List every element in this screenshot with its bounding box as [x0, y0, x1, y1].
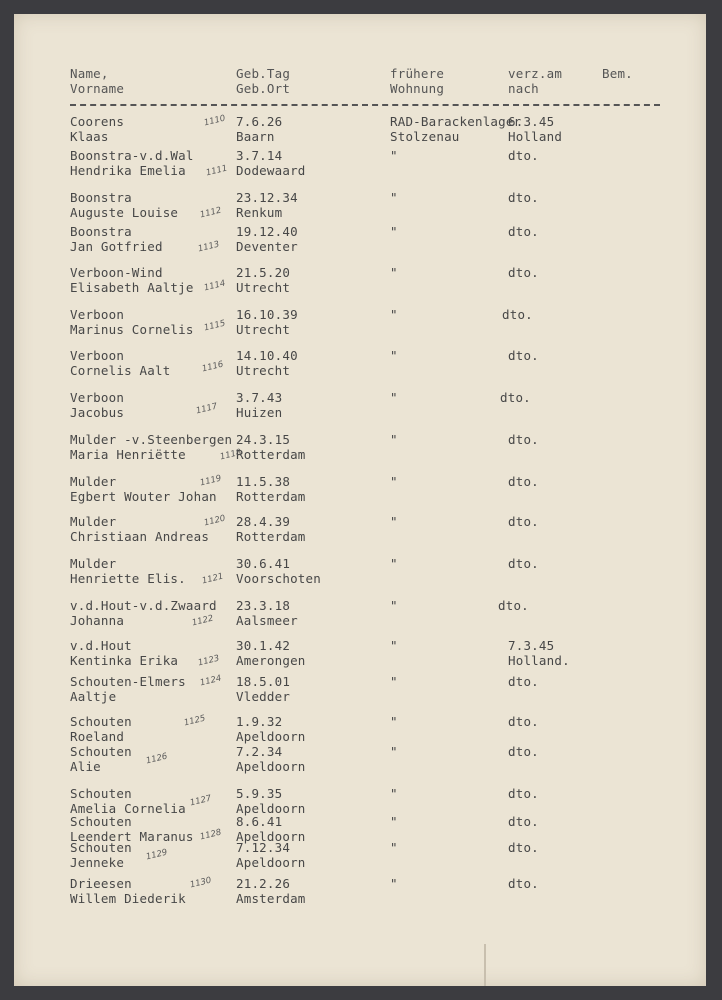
person-name-line1: Schouten-Elmers [70, 674, 186, 689]
moved-info-line2: Holland [508, 129, 563, 144]
handwritten-number: 1128 [199, 827, 223, 843]
moved-info [508, 638, 570, 668]
moved-info-line1: dto. [508, 432, 539, 447]
previous-residence [390, 876, 398, 906]
previous-residence [390, 348, 398, 378]
header-bem [602, 66, 633, 81]
list-item [14, 514, 706, 548]
handwritten-number: 1126 [145, 751, 169, 767]
person-name [70, 190, 178, 220]
person-name-line1: Drieesen [70, 876, 132, 891]
person-name [70, 876, 186, 906]
list-item [14, 474, 706, 508]
person-name [70, 148, 194, 178]
moved-info-line1: dto. [508, 474, 539, 489]
previous-residence-line1: RAD-Barackenlager [390, 114, 522, 129]
person-name-line1: Schouten [70, 814, 132, 829]
moved-info-line1: dto. [508, 674, 539, 689]
moved-info-line2 [508, 571, 539, 586]
previous-residence-line1: " [390, 714, 398, 729]
birth-info-line1: 19.12.40 [236, 224, 298, 239]
list-item [14, 432, 706, 466]
previous-residence-line2 [390, 729, 398, 744]
moved-info [508, 876, 539, 906]
moved-info [508, 224, 539, 254]
person-name-line2: Henriette Elis. [70, 571, 186, 586]
moved-info-line2 [508, 489, 539, 504]
previous-residence-line1: " [390, 348, 398, 363]
header-geb-line1: Geb.Tag [236, 66, 291, 81]
birth-info-line1: 3.7.14 [236, 148, 283, 163]
moved-info-line1: dto. [508, 348, 539, 363]
list-item [14, 840, 706, 874]
moved-info-line1: dto. [498, 598, 529, 613]
person-name-line1: Boonstra [70, 190, 132, 205]
previous-residence-line1: " [390, 598, 398, 613]
handwritten-number: 1120 [203, 513, 227, 529]
person-name [70, 674, 186, 704]
previous-residence-line1: " [390, 474, 398, 489]
person-name [70, 840, 132, 870]
person-name-line1: Verboon-Wind [70, 265, 163, 280]
header-name-line1: Name, [70, 66, 109, 81]
person-name-line2: Elisabeth Aaltje [70, 280, 194, 295]
birth-info [236, 598, 298, 628]
previous-residence [390, 514, 398, 544]
previous-residence-line2 [390, 489, 398, 504]
birth-info-line2: Huizen [236, 405, 283, 420]
birth-info-line1: 21.5.20 [236, 265, 291, 280]
moved-info [508, 432, 539, 462]
handwritten-number: 1113 [197, 239, 221, 255]
birth-info-line2: Baarn [236, 129, 275, 144]
previous-residence-line1: " [390, 224, 398, 239]
handwritten-number: 1124 [199, 673, 223, 689]
birth-info-line1: 7.6.26 [236, 114, 283, 129]
person-name [70, 474, 217, 504]
previous-residence-line2 [390, 529, 398, 544]
birth-info-line1: 7.12.34 [236, 840, 291, 855]
person-name [70, 556, 186, 586]
previous-residence-line1: " [390, 744, 398, 759]
moved-info [508, 474, 539, 504]
moved-info-line1: dto. [508, 265, 539, 280]
birth-info [236, 514, 306, 544]
person-name-line1: Mulder [70, 474, 117, 489]
header-verz-line2: nach [508, 81, 539, 96]
previous-residence [390, 114, 521, 144]
previous-residence [390, 307, 398, 337]
previous-residence [390, 744, 398, 774]
birth-info [236, 390, 282, 420]
moved-info-line2 [508, 363, 539, 378]
person-name [70, 348, 170, 378]
moved-info-line2 [508, 447, 539, 462]
previous-residence-line1: " [390, 786, 398, 801]
person-name [70, 390, 124, 420]
moved-info-line1: 7.3.45 [508, 638, 555, 653]
moved-info [508, 114, 562, 144]
handwritten-number: 1116 [201, 359, 225, 375]
birth-info [236, 432, 306, 462]
previous-residence-line2 [390, 613, 398, 628]
birth-info-line2: Apeldoorn [236, 729, 306, 744]
birth-info-line2: Utrecht [236, 280, 291, 295]
person-name-line1: Mulder [70, 514, 117, 529]
moved-info [508, 840, 539, 870]
previous-residence-line1: " [390, 514, 398, 529]
list-item [14, 390, 706, 424]
previous-residence [390, 556, 398, 586]
person-name-line2: Kentinka Erika [70, 653, 179, 668]
moved-info-line1: dto. [508, 224, 539, 239]
person-name-line1: Schouten [70, 840, 132, 855]
moved-info-line2 [508, 855, 539, 870]
moved-info [508, 556, 539, 586]
moved-info-line2 [500, 405, 531, 420]
handwritten-number: 1114 [203, 278, 227, 294]
handwritten-number: 1111 [205, 163, 229, 179]
birth-info [236, 307, 298, 337]
previous-residence-line1: " [390, 876, 398, 891]
previous-residence-line1: " [390, 190, 398, 205]
birth-info-line2: Amsterdam [236, 891, 306, 906]
list-item [14, 224, 706, 258]
moved-info-line1: dto. [508, 786, 539, 801]
birth-info [236, 114, 282, 144]
previous-residence-line2: Stolzenau [390, 129, 460, 144]
moved-info [500, 390, 531, 420]
person-name-line1: Schouten [70, 714, 132, 729]
birth-info-line1: 30.1.42 [236, 638, 291, 653]
birth-info-line2: Apeldoorn [236, 829, 306, 844]
birth-info [236, 348, 298, 378]
birth-info-line1: 7.2.34 [236, 744, 283, 759]
moved-info-line1: dto. [508, 744, 539, 759]
moved-info-line1: dto. [502, 307, 533, 322]
birth-info-line2: Aalsmeer [236, 613, 298, 628]
moved-info [508, 786, 539, 816]
moved-info [498, 598, 529, 628]
person-name [70, 114, 124, 144]
person-name-line1: Coorens [70, 114, 125, 129]
handwritten-number: 1115 [203, 318, 227, 334]
person-name-line1: Verboon [70, 348, 125, 363]
person-name-line2: Leendert Maranus [70, 829, 194, 844]
moved-info-line1: dto. [508, 514, 539, 529]
birth-info-line2: Apeldoorn [236, 855, 306, 870]
person-name [70, 224, 163, 254]
person-name-line1: Schouten [70, 744, 132, 759]
document-page [14, 14, 706, 986]
previous-residence-line2 [390, 239, 398, 254]
person-name-line1: Verboon [70, 307, 125, 322]
header-name [70, 66, 124, 96]
list-item [14, 190, 706, 224]
previous-residence-line1: " [390, 638, 398, 653]
moved-info [508, 744, 539, 774]
previous-residence-line2 [390, 689, 398, 704]
person-name-line2: Roeland [70, 729, 125, 744]
previous-residence-line2 [390, 447, 398, 462]
previous-residence [390, 390, 398, 420]
moved-info-line1: dto. [508, 190, 539, 205]
birth-info-line2: Apeldoorn [236, 759, 306, 774]
person-name-line2: Willem Diederik [70, 891, 186, 906]
moved-info-line2 [502, 322, 533, 337]
birth-info [236, 840, 306, 870]
birth-info-line2: Amerongen [236, 653, 306, 668]
previous-residence-line2 [390, 163, 398, 178]
list-item [14, 638, 706, 672]
previous-residence-line2 [390, 891, 398, 906]
header-bem-line1: Bem. [602, 66, 633, 81]
moved-info-line1: dto. [500, 390, 531, 405]
birth-info-line2: Voorschoten [236, 571, 321, 586]
previous-residence-line1: " [390, 307, 398, 322]
birth-info [236, 674, 290, 704]
moved-info [508, 190, 539, 220]
birth-info-line1: 16.10.39 [236, 307, 298, 322]
person-name-line2: Klaas [70, 129, 109, 144]
birth-info-line1: 24.3.15 [236, 432, 291, 447]
birth-info [236, 148, 306, 178]
person-name-line2: Johanna [70, 613, 125, 628]
person-name-line2: Jenneke [70, 855, 125, 870]
handwritten-number: 1117 [195, 401, 219, 417]
birth-info-line2: Dodewaard [236, 163, 306, 178]
moved-info [508, 674, 539, 704]
birth-info-line2: Deventer [236, 239, 298, 254]
person-name [70, 307, 194, 337]
handwritten-number: 1129 [145, 847, 169, 863]
birth-info-line2: Renkum [236, 205, 283, 220]
moved-info-line1: dto. [508, 148, 539, 163]
header-fruehere-line1: frühere [390, 66, 445, 81]
list-item [14, 348, 706, 382]
handwritten-number: 1127 [189, 793, 213, 809]
person-name-line1: v.d.Hout [70, 638, 132, 653]
handwritten-number: 1122 [191, 613, 215, 629]
previous-residence [390, 265, 398, 295]
person-name-line1: Mulder [70, 556, 117, 571]
header-verz [508, 66, 562, 96]
birth-info [236, 265, 290, 295]
birth-info-line2: Utrecht [236, 322, 291, 337]
birth-info-line2: Rotterdam [236, 447, 306, 462]
birth-info [236, 638, 306, 668]
moved-info-line1: dto. [508, 840, 539, 855]
list-item [14, 265, 706, 299]
handwritten-number: 1125 [183, 713, 207, 729]
birth-info [236, 876, 306, 906]
person-name [70, 786, 186, 816]
moved-info-line1: 6.3.45 [508, 114, 555, 129]
person-name-line2: Auguste Louise [70, 205, 179, 220]
moved-info [508, 348, 539, 378]
previous-residence-line2 [390, 322, 398, 337]
moved-info-line2 [508, 689, 539, 704]
birth-info-line1: 23.12.34 [236, 190, 298, 205]
previous-residence-line2 [390, 405, 398, 420]
person-name-line2: Christiaan Andreas [70, 529, 210, 544]
previous-residence [390, 598, 398, 628]
birth-info [236, 786, 306, 816]
moved-info [508, 714, 539, 744]
previous-residence [390, 674, 398, 704]
birth-info [236, 714, 306, 744]
person-name-line2: Aaltje [70, 689, 117, 704]
previous-residence [390, 638, 398, 668]
person-name-line2: Maria Henriëtte [70, 447, 186, 462]
list-item [14, 114, 706, 148]
person-name-line2: Jan Gotfried [70, 239, 163, 254]
birth-info-line1: 8.6.41 [236, 814, 283, 829]
birth-info-line2: Rotterdam [236, 529, 306, 544]
previous-residence [390, 474, 398, 504]
header-fruehere-line2: Wohnung [390, 81, 445, 96]
person-name-line2: Alie [70, 759, 101, 774]
moved-info-line2 [508, 280, 539, 295]
moved-info-line1: dto. [508, 876, 539, 891]
person-name-line2: Jacobus [70, 405, 125, 420]
previous-residence-line2 [390, 855, 398, 870]
person-name-line1: Mulder -v.Steenbergen [70, 432, 233, 447]
header-geb [236, 66, 290, 96]
previous-residence-line1: " [390, 814, 398, 829]
birth-info-line1: 11.5.38 [236, 474, 291, 489]
previous-residence-line1: " [390, 556, 398, 571]
moved-info [508, 514, 539, 544]
handwritten-number: 1121 [201, 571, 225, 587]
person-name [70, 714, 132, 744]
previous-residence [390, 432, 398, 462]
previous-residence-line2 [390, 759, 398, 774]
previous-residence-line1: " [390, 265, 398, 280]
person-name-line2: Marinus Cornelis [70, 322, 194, 337]
previous-residence [390, 714, 398, 744]
birth-info [236, 224, 298, 254]
previous-residence-line1: " [390, 390, 398, 405]
previous-residence [390, 224, 398, 254]
birth-info-line2: Utrecht [236, 363, 291, 378]
previous-residence [390, 786, 398, 816]
person-name-line1: Verboon [70, 390, 125, 405]
person-name-line1: v.d.Hout-v.d.Zwaard [70, 598, 217, 613]
handwritten-number: 1118 [219, 447, 243, 463]
person-name-line1: Boonstra-v.d.Wal [70, 148, 194, 163]
moved-info-line2 [508, 759, 539, 774]
birth-info-line2: Vledder [236, 689, 291, 704]
birth-info-line2: Rotterdam [236, 489, 306, 504]
list-item [14, 556, 706, 590]
person-name [70, 638, 178, 668]
handwritten-number: 1130 [189, 875, 213, 891]
previous-residence-line1: " [390, 840, 398, 855]
person-name [70, 432, 232, 462]
header-fruehere [390, 66, 444, 96]
handwritten-number: 1112 [199, 205, 223, 221]
birth-info-line1: 23.3.18 [236, 598, 291, 613]
list-item [14, 674, 706, 708]
birth-info [236, 744, 306, 774]
list-item [14, 876, 706, 910]
moved-info [502, 307, 533, 337]
header-geb-line2: Geb.Ort [236, 81, 291, 96]
list-item [14, 598, 706, 632]
birth-info-line1: 3.7.43 [236, 390, 283, 405]
birth-info-line1: 5.9.35 [236, 786, 283, 801]
handwritten-number: 1110 [203, 113, 227, 129]
handwritten-number: 1123 [197, 653, 221, 669]
previous-residence-line2 [390, 571, 398, 586]
header-name-line2: Vorname [70, 81, 125, 96]
list-item [14, 148, 706, 182]
previous-residence-line1: " [390, 432, 398, 447]
person-name-line2: Hendrika Emelia [70, 163, 186, 178]
birth-info-line1: 21.2.26 [236, 876, 291, 891]
moved-info-line2: Holland. [508, 653, 570, 668]
previous-residence-line2 [390, 653, 398, 668]
person-name [70, 265, 194, 295]
previous-residence [390, 840, 398, 870]
person-name-line1: Boonstra [70, 224, 132, 239]
birth-info-line1: 30.6.41 [236, 556, 291, 571]
birth-info-line1: 18.5.01 [236, 674, 291, 689]
moved-info-line1: dto. [508, 714, 539, 729]
list-item [14, 307, 706, 341]
birth-info [236, 556, 321, 586]
birth-info-line1: 14.10.40 [236, 348, 298, 363]
moved-info-line2 [508, 205, 539, 220]
person-name-line2: Cornelis Aalt [70, 363, 171, 378]
list-item [14, 714, 706, 748]
person-name [70, 514, 209, 544]
moved-info [508, 265, 539, 295]
moved-info-line2 [508, 729, 539, 744]
moved-info-line2 [508, 239, 539, 254]
moved-info [508, 148, 539, 178]
birth-info [236, 474, 306, 504]
previous-residence-line2 [390, 280, 398, 295]
previous-residence [390, 190, 398, 220]
previous-residence-line2 [390, 205, 398, 220]
list-item [14, 744, 706, 778]
birth-info-line1: 28.4.39 [236, 514, 291, 529]
birth-info-line2: Apeldoorn [236, 801, 306, 816]
person-name-line2: Egbert Wouter Johan [70, 489, 217, 504]
birth-info-line1: 1.9.32 [236, 714, 283, 729]
birth-info [236, 190, 298, 220]
moved-info-line2 [508, 529, 539, 544]
moved-info-line2 [498, 613, 529, 628]
previous-residence-line2 [390, 363, 398, 378]
moved-info-line2 [508, 163, 539, 178]
previous-residence-line1: " [390, 674, 398, 689]
moved-info-line1: dto. [508, 556, 539, 571]
moved-info-line2 [508, 891, 539, 906]
previous-residence [390, 148, 398, 178]
header-verz-line1: verz.am [508, 66, 563, 81]
person-name-line1: Schouten [70, 786, 132, 801]
person-name-line2: Amelia Cornelia [70, 801, 186, 816]
handwritten-number: 1119 [199, 473, 223, 489]
header-divider [70, 104, 660, 106]
previous-residence-line1: " [390, 148, 398, 163]
person-name [70, 744, 132, 774]
moved-info-line1: dto. [508, 814, 539, 829]
